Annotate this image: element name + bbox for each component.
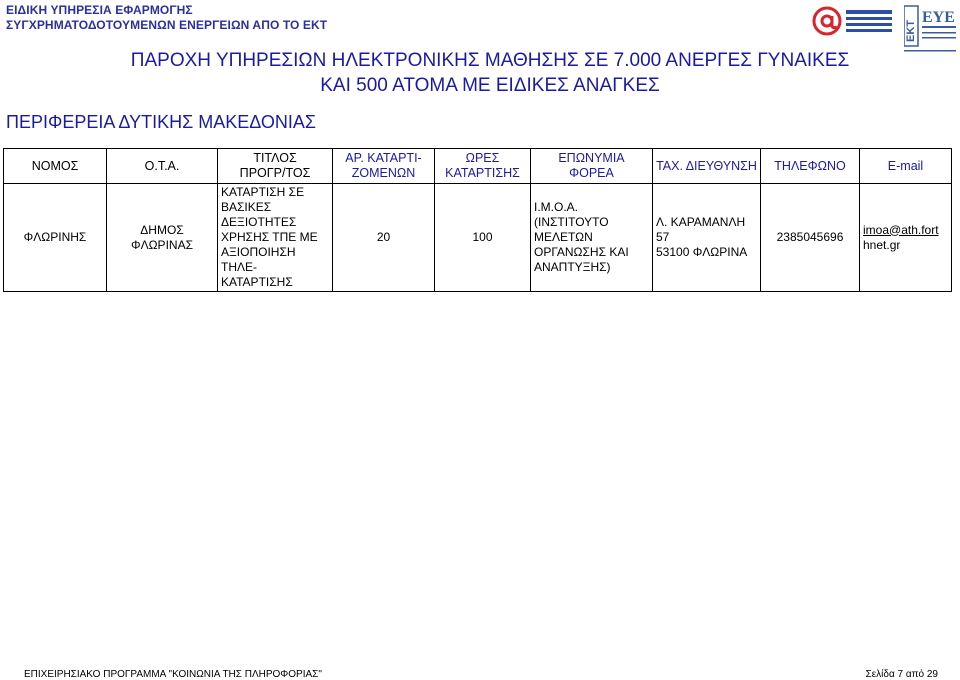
header-agency-line2: ΣΥΓΧΡΗΜΑΤΟΔΟΤΟΥΜΕΝΩΝ ΕΝΕΡΓΕΙΩΝ ΑΠΟ ΤΟ ΕΚΤ (6, 18, 328, 32)
document-title-line2: ΚΑΙ 500 ΑΤΟΜΑ ΜΕ ΕΙΔΙΚΕΣ ΑΝΑΓΚΕΣ (320, 75, 660, 96)
cell-foreas: Ι.Μ.Ο.Α. (ΙΝΣΤΙΤΟΥΤΟ ΜΕΛΕΤΩΝ ΟΡΓΑΝΩΣΗΣ ΚΑΙ ΑΝΑΠΤΥΞΗΣ) (531, 184, 653, 292)
header-katartizomenon: ΑΡ. ΚΑΤΑΡΤΙ- ΖΟΜΕΝΩΝ (333, 149, 435, 184)
region-heading: ΠΕΡΙΦΕΡΕΙΑ ΔΥΤΙΚΗΣ ΜΑΚΕΔΟΝΙΑΣ (6, 112, 317, 132)
footer-page-number: Σελίδα 7 από 29 (865, 669, 938, 680)
at-sign-logo-icon (812, 6, 894, 36)
header-phone: ΤΗΛΕΦΩΝΟ (761, 149, 860, 184)
header-email: E-mail (860, 149, 952, 184)
header-foreas: ΕΠΩΝΥΜΙΑ ΦΟΡΕΑ (531, 149, 653, 184)
cell-nomos: ΦΛΩΡΙΝΗΣ (4, 184, 107, 292)
header-agency-line1: ΕΙΔΙΚΗ ΥΠΗΡΕΣΙΑ ΕΦΑΡΜΟΓΗΣ (6, 3, 193, 17)
programs-table (3, 148, 952, 292)
cell-address: Λ. ΚΑΡΑΜΑΝΛΗ 57 53100 ΦΛΩΡΙΝΑ (653, 184, 761, 292)
svg-text:ΕΚΤ: ΕΚΤ (905, 20, 917, 42)
footer-program-name: ΕΠΙΧΕΙΡΗΣΙΑΚΟ ΠΡΟΓΡΑΜΜΑ "ΚΟΙΝΩΝΙΑ ΤΗΣ ΠΛΗΡΟΦΟΡΙΑΣ" (24, 669, 322, 680)
header-ores: ΩΡΕΣ ΚΑΤΑΡΤΙΣΗΣ (435, 149, 531, 184)
cell-email: imoa@ath.fort hnet.gr (860, 184, 952, 292)
document-title-line1: ΠΑΡΟΧΗ ΥΠΗΡΕΣΙΩΝ ΗΛΕΚΤΡΟΝΙΚΗΣ ΜΑΘΗΣΗΣ ΣΕ 7.000 ΑΝΕΡΓΕΣ ΓΥΝΑΙΚΕΣ (130, 50, 850, 71)
eye-ekt-logo-icon (904, 4, 958, 56)
table-row (4, 184, 952, 292)
table-header-row (4, 149, 952, 184)
svg-text:ΕΥΕ: ΕΥΕ (922, 9, 955, 26)
header-titlos: ΤΙΤΛΟΣ ΠΡΟΓΡ/ΤΟΣ (218, 149, 333, 184)
cell-titlos: ΚΑΤΑΡΤΙΣΗ ΣΕ ΒΑΣΙΚΕΣ ΔΕΞΙΟΤΗΤΕΣ ΧΡΗΣΗΣ ΤΠΕ ΜΕ ΑΞΙΟΠΟΙΗΣΗ ΤΗΛΕ- ΚΑΤΑΡΤΙΣΗΣ (218, 184, 333, 292)
cell-katartizomenoi: 20 (333, 184, 435, 292)
cell-ores: 100 (435, 184, 531, 292)
header-address: ΤΑΧ. ΔΙΕΥΘΥΝΣΗ (653, 149, 761, 184)
header-nomos: ΝΟΜΟΣ (4, 149, 107, 184)
header-ota: Ο.Τ.Α. (107, 149, 218, 184)
email-link[interactable]: imoa@ath.fort (863, 222, 939, 237)
cell-ota: ΔΗΜΟΣ ΦΛΩΡΙΝΑΣ (107, 184, 218, 292)
cell-phone: 2385045696 (761, 184, 860, 292)
